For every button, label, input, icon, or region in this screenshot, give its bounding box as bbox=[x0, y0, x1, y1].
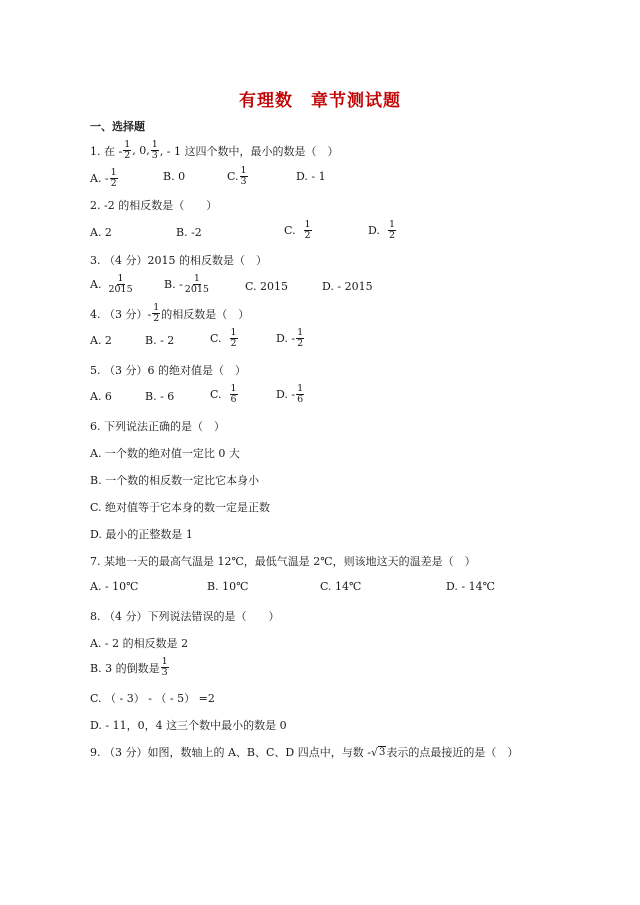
option-label: B. - bbox=[164, 278, 183, 291]
fraction-denominator: 2 bbox=[304, 230, 311, 241]
fraction-denominator: 2 bbox=[297, 338, 304, 349]
q7-option-b[interactable]: B. 10℃ bbox=[207, 580, 249, 593]
q4-option-d[interactable] bbox=[276, 328, 305, 349]
q4-option-c[interactable] bbox=[210, 328, 239, 349]
fraction-numerator: 1 bbox=[153, 302, 160, 313]
question-8-stem: 8. （4 分）下列说法错误的是（ ） bbox=[90, 610, 280, 623]
q3-option-d[interactable]: D. - 2015 bbox=[322, 280, 373, 293]
radical-sign: √ bbox=[370, 745, 378, 759]
q4-option-a[interactable]: A. 2 bbox=[90, 334, 112, 347]
fraction-denominator: 2 bbox=[110, 178, 117, 189]
q5-option-b[interactable]: B. - 6 bbox=[145, 390, 175, 403]
q5-option-a[interactable]: A. 6 bbox=[90, 390, 112, 403]
option-label: C. bbox=[227, 170, 239, 183]
fraction bbox=[230, 328, 238, 349]
option-label: D. bbox=[368, 224, 380, 237]
option-label: C. bbox=[284, 224, 296, 237]
fraction-denominator: 2 bbox=[153, 313, 160, 324]
q6-option-c[interactable]: C. 绝对值等于它本身的数一定是正数 bbox=[90, 501, 271, 514]
fraction bbox=[304, 220, 312, 241]
fraction-numerator: 1 bbox=[193, 273, 200, 284]
q1-text-mid: , 0, bbox=[132, 144, 150, 157]
fraction-numerator: 1 bbox=[117, 273, 124, 284]
fraction-numerator: 1 bbox=[151, 139, 158, 150]
fraction bbox=[296, 328, 304, 349]
q4-text-pre: 4. （3 分）- bbox=[90, 307, 152, 321]
fraction bbox=[110, 168, 118, 189]
question-9-stem bbox=[90, 744, 518, 760]
q2-option-c[interactable] bbox=[284, 220, 313, 241]
question-3-stem: 3. （4 分）2015 的相反数是（ ） bbox=[90, 254, 267, 267]
q2-option-a[interactable]: A. 2 bbox=[90, 226, 112, 239]
fraction-numerator: 1 bbox=[304, 219, 311, 230]
question-2-stem: 2. -2 的相反数是（ ） bbox=[90, 199, 218, 212]
q3-option-c[interactable]: C. 2015 bbox=[245, 280, 289, 293]
fraction-denominator: 3 bbox=[151, 150, 158, 161]
q6-option-d[interactable]: D. 最小的正整数是 1 bbox=[90, 528, 193, 541]
option-label: C. bbox=[210, 388, 222, 401]
fraction bbox=[107, 274, 133, 295]
fraction-numerator: 1 bbox=[297, 327, 304, 338]
question-5-stem: 5. （3 分）6 的绝对值是（ ） bbox=[90, 364, 246, 377]
q3-option-b[interactable] bbox=[164, 274, 211, 295]
fraction bbox=[152, 303, 160, 324]
question-6-stem: 6. 下列说法正确的是（ ） bbox=[90, 420, 225, 433]
fraction-denominator: 3 bbox=[161, 667, 168, 678]
question-1-stem bbox=[90, 140, 339, 161]
fraction-numerator: 1 bbox=[230, 327, 237, 338]
option-label: A. bbox=[90, 278, 102, 291]
q9-text-post: 表示的点最接近的是（ ） bbox=[386, 746, 519, 759]
fraction-numerator: 1 bbox=[124, 139, 131, 150]
q8-option-c[interactable]: C. （ - 3） - （ - 5） =2 bbox=[90, 692, 215, 705]
page-title: 有理数 章节测试题 bbox=[239, 91, 401, 111]
q2-option-d[interactable] bbox=[368, 220, 397, 241]
q9-text-pre: 9. （3 分）如图，数轴上的 A、B、C、D 四点中，与数 - bbox=[90, 746, 371, 759]
fraction bbox=[296, 384, 304, 405]
q6-option-b[interactable]: B. 一个数的相反数一定比它本身小 bbox=[90, 474, 260, 487]
fraction-denominator: 2 bbox=[124, 150, 131, 161]
question-4-stem bbox=[90, 303, 249, 324]
fraction-denominator: 6 bbox=[230, 394, 237, 405]
radicand: 3 bbox=[378, 747, 386, 758]
option-label: D. - bbox=[276, 388, 296, 401]
q1-option-b[interactable]: B. 0 bbox=[163, 170, 186, 183]
q2-option-b[interactable]: B. -2 bbox=[176, 226, 202, 239]
fraction-denominator: 3 bbox=[240, 176, 247, 187]
fraction-numerator: 1 bbox=[110, 167, 117, 178]
q5-option-d[interactable] bbox=[276, 384, 305, 405]
fraction bbox=[240, 166, 248, 187]
fraction-denominator: 2 bbox=[230, 338, 237, 349]
fraction-denominator: 6 bbox=[297, 394, 304, 405]
fraction-numerator: 1 bbox=[230, 383, 237, 394]
fraction bbox=[123, 140, 131, 161]
q1-text-pre: 1. 在 - bbox=[90, 144, 123, 158]
square-root bbox=[371, 746, 386, 759]
fraction bbox=[151, 140, 159, 161]
fraction-numerator: 1 bbox=[388, 219, 395, 230]
fraction-denominator: 2 bbox=[388, 230, 395, 241]
q1-option-c[interactable] bbox=[227, 166, 249, 187]
q4-option-b[interactable]: B. - 2 bbox=[145, 334, 175, 347]
fraction-denominator: 2015 bbox=[184, 284, 209, 295]
q8-option-d[interactable]: D. - 11，0，4 这三个数中最小的数是 0 bbox=[90, 719, 287, 732]
option-label: C. bbox=[210, 332, 222, 345]
q3-option-a[interactable] bbox=[90, 274, 135, 295]
option-label: A. - bbox=[90, 172, 109, 185]
q1-option-a[interactable] bbox=[90, 168, 119, 189]
q4-text-post: 的相反数是（ ） bbox=[161, 307, 250, 321]
option-label: D. - bbox=[276, 332, 296, 345]
fraction bbox=[388, 220, 396, 241]
fraction-denominator: 2015 bbox=[108, 284, 133, 295]
fraction-numerator: 1 bbox=[297, 383, 304, 394]
q1-option-d[interactable]: D. - 1 bbox=[296, 170, 326, 183]
q8-option-b[interactable] bbox=[90, 657, 170, 678]
q7-option-d[interactable]: D. - 14℃ bbox=[446, 580, 495, 593]
option-label: B. 3 的倒数是 bbox=[90, 661, 160, 675]
section-heading: 一、选择题 bbox=[90, 120, 145, 133]
fraction bbox=[230, 384, 238, 405]
fraction bbox=[184, 274, 210, 295]
fraction-numerator: 1 bbox=[240, 165, 247, 176]
q7-option-a[interactable]: A. - 10℃ bbox=[90, 580, 139, 593]
q8-option-a[interactable]: A. - 2 的相反数是 2 bbox=[90, 637, 189, 650]
q5-option-c[interactable] bbox=[210, 384, 239, 405]
q1-text-post: , - 1 这四个数中，最小的数是（ ） bbox=[159, 144, 339, 158]
question-7-stem: 7. 某地一天的最高气温是 12℃，最低气温是 2℃，则该地这天的温差是（ ） bbox=[90, 555, 476, 568]
fraction bbox=[161, 657, 169, 678]
fraction-numerator: 1 bbox=[161, 656, 168, 667]
q6-option-a[interactable]: A. 一个数的绝对值一定比 0 大 bbox=[90, 447, 240, 460]
q7-option-c[interactable]: C. 14℃ bbox=[320, 580, 362, 593]
